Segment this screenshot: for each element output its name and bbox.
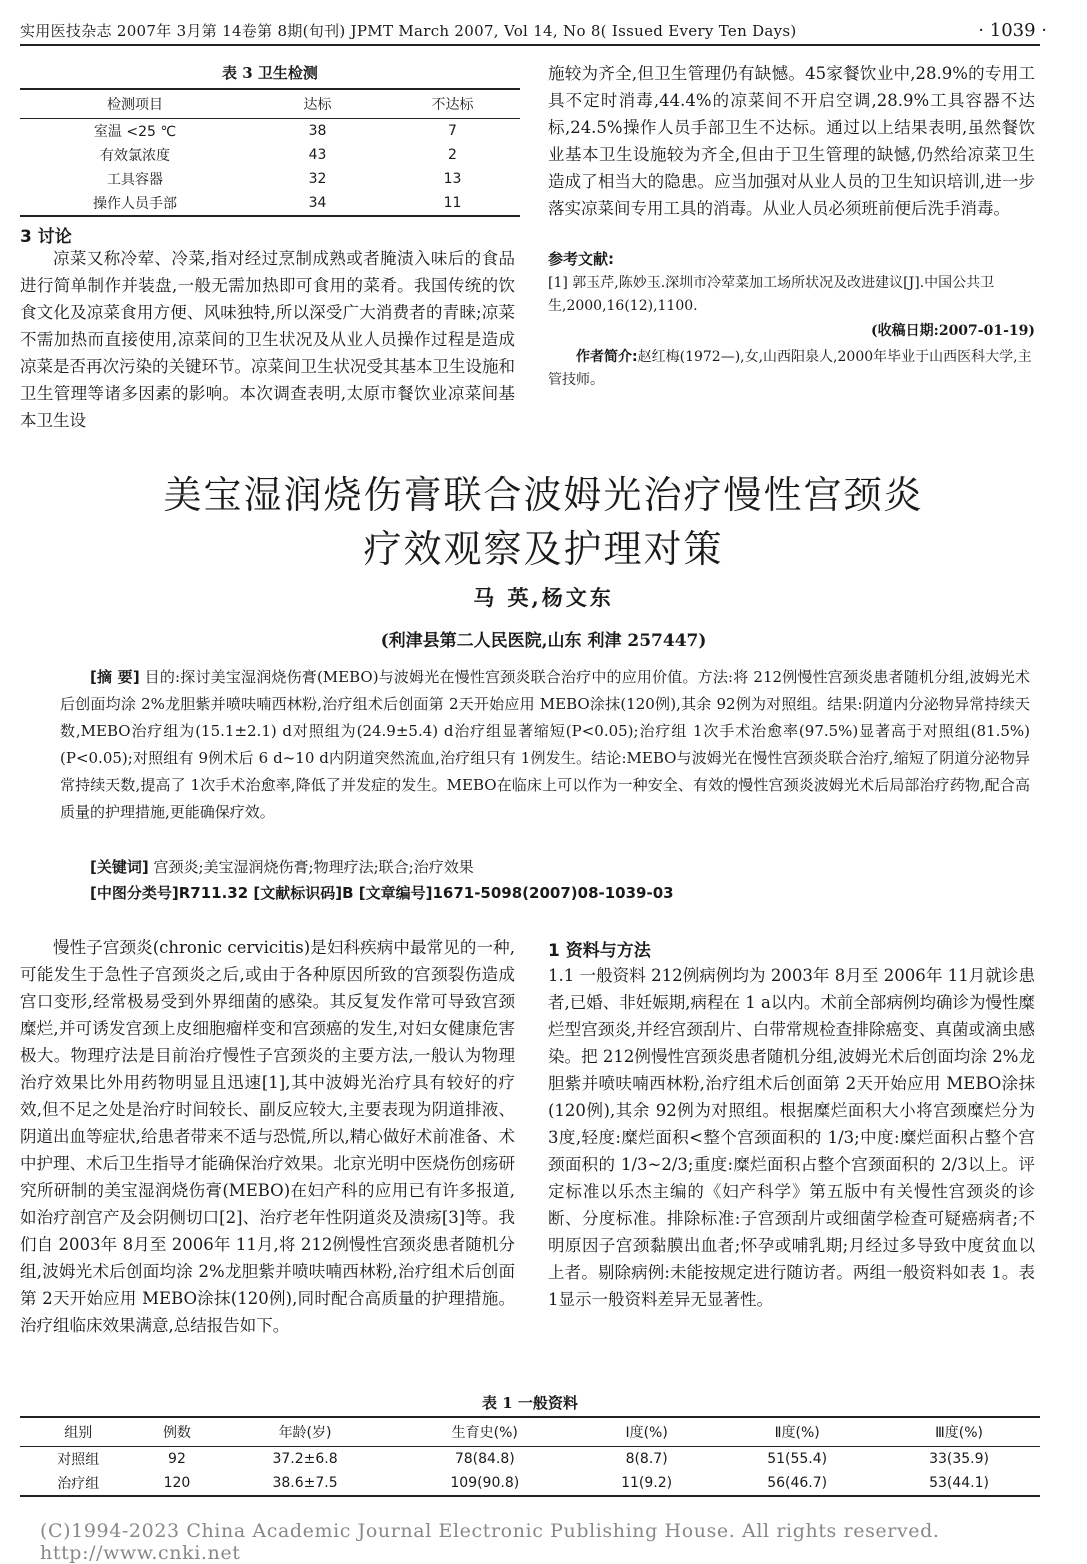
table1-header: 组别 <box>20 1417 136 1447</box>
table-cell: 109(90.8) <box>393 1471 577 1496</box>
table-cell: 室温 <25 ℃ <box>93 124 177 140</box>
author-bio <box>548 346 1035 392</box>
table-cell: 13 <box>443 171 462 187</box>
table1 <box>20 1416 1040 1497</box>
abstract <box>60 664 1030 826</box>
table3 <box>20 88 520 217</box>
table-cell: 11 <box>385 191 520 216</box>
table-row <box>20 191 520 216</box>
table1-header: 例数 <box>136 1417 217 1447</box>
table-cell: 38 <box>308 123 327 139</box>
keywords <box>60 854 1030 881</box>
table-cell: 2 <box>448 147 457 163</box>
table-cell: 7 <box>448 123 457 139</box>
methods-text <box>548 962 1035 1313</box>
table-cell: 治疗组 <box>20 1471 136 1496</box>
table3-header: 达标 <box>250 89 385 119</box>
table-cell: 11(9.2) <box>577 1471 716 1496</box>
table-cell: 78(84.8) <box>454 1451 515 1467</box>
table-cell: 37.2±6.8 <box>272 1451 338 1467</box>
table1-header: Ⅲ度(%) <box>878 1417 1040 1447</box>
author-bio-text: 赵红梅(1972—),女,山西阳泉人,2000年毕业于山西医科大学,主管技师。 <box>548 349 1032 388</box>
table-row <box>20 143 520 167</box>
copyright-footer: (C)1994-2023 China Academic Journal Electronic Publishing House. All rights reserved. http://www.cnki.net <box>40 1520 940 1564</box>
table1-header: 年龄(岁) <box>217 1417 392 1447</box>
table-cell: 工具容器 <box>107 172 163 188</box>
reference-item: [1] 郭玉芹,陈妙玉.深圳市冷荤菜加工场所状况及改进建议[J].中国公共卫生,2000,16(12),1100. <box>548 275 995 314</box>
keywords-text: 宫颈炎;美宝湿润烧伤膏;物理疗法;联合;治疗效果 <box>153 858 474 876</box>
abstract-label: [摘 要] <box>90 668 140 686</box>
intro-paragraph: 慢性子宫颈炎(chronic cervicitis)是妇科疾病中最常见的一种,可能发生于急性子宫颈炎之后,或由于各种原因所致的宫颈裂伤造成宫口变形,经常极易受到外界细菌的感染。其反复发作常可导致宫颈糜烂,并可诱发宫颈上皮细胞瘤样变和宫颈癌的发生,对妇女健康危害极大。物理疗法是目前治疗慢性子宫颈炎的主要方法,一般认为物理治疗效果比外用药物明显且迅速[1],其中波姆光治疗具有较好的疗效,但不足之处是治疗时间较长、副反应较大,主要表现为阴道排液、阴道出血等症状,给患者带来不适与恐慌,所以,精心做好术前准备、术中护理、术后卫生指导才能确保治疗效果。北京光明中医烧伤创疡研究所研制的美宝湿润烧伤膏(MEBO)在妇产科的应用已有许多报道,如治疗剖宫产及会阴侧切口[2]、治疗老年性阴道炎及溃疡[3]等。我们自 2003年 8月至 2006年 11月,将 212例慢性宫颈炎患者随机分组,波姆光术后创面均涂 2%龙胆紫并喷呋喃西林粉,治疗组术后创面第 2天开始应用 MEBO涂抹(120例),同时配合高质量的护理措施。治疗组临床效果满意,总结报告如下。 <box>20 938 515 1335</box>
table-cell: 53(44.1) <box>878 1471 1040 1496</box>
table-cell: 有效氯浓度 <box>100 148 170 164</box>
article-title-line2: 疗效观察及护理对策 <box>363 527 724 571</box>
table1-header: Ⅰ度(%) <box>577 1417 716 1447</box>
running-header: 实用医技杂志 2007年 3月第 14卷第 8期(旬刊) JPMT March 2007, Vol 14, No 8( Issued Every Ten Days) <box>20 22 797 40</box>
table-cell: 对照组 <box>57 1452 100 1468</box>
table-cell: 34 <box>250 191 385 216</box>
discussion-continued <box>548 60 1035 222</box>
keywords-label: [关键词] <box>90 858 149 876</box>
page-number: · 1039 · <box>978 20 1047 41</box>
intro-text <box>20 934 515 1339</box>
discussion-text <box>20 245 515 434</box>
classification-line: [中图分类号]R711.32 [文献标识码]B [文章编号]1671-5098(2007)08-1039-03 <box>90 884 674 902</box>
table1-header: 生育史(%) <box>393 1417 577 1447</box>
table-cell: 33(35.9) <box>929 1451 990 1467</box>
received-date: (收稿日期:2007-01-19) <box>871 323 1035 339</box>
table-cell: 操作人员手部 <box>20 191 250 216</box>
discussion-continued-paragraph: 施较为齐全,但卫生管理仍有缺憾。45家餐饮业中,28.9%的专用工具不定时消毒,44.4%的凉菜间不开启空调,28.9%工具容器不达标,24.5%操作人员手部卫生不达标。通过以上结果表明,虽然餐饮业基本卫生设施较为齐全,但由于卫生管理的缺憾,仍然给凉菜卫生造成了相当大的隐患。应当加强对从业人员的卫生知识培训,进一步落实凉菜间专用工具的消毒。从业人员必须班前便后洗手消毒。 <box>548 64 1036 218</box>
table-row <box>20 119 520 144</box>
table-cell: 92 <box>168 1451 186 1467</box>
table-row <box>20 167 520 191</box>
table-cell: 38.6±7.5 <box>217 1471 392 1496</box>
table-cell: 32 <box>308 171 327 187</box>
author-bio-label: 作者简介: <box>576 349 638 365</box>
table1-header: Ⅱ度(%) <box>716 1417 878 1447</box>
discussion-heading: 3 讨论 <box>20 227 72 247</box>
table-cell: 43 <box>308 147 327 163</box>
table-cell: 120 <box>136 1471 217 1496</box>
methods-heading: 1 资料与方法 <box>548 941 651 961</box>
article-title-line1: 美宝湿润烧伤膏联合波姆光治疗慢性宫颈炎 <box>163 473 924 517</box>
table1-caption: 表 1 一般资料 <box>482 1394 578 1412</box>
abstract-text: 目的:探讨美宝湿润烧伤膏(MEBO)与波姆光在慢性宫颈炎联合治疗中的应用价值。方法:将 212例慢性宫颈炎患者随机分组,波姆光术后创面均涂 2%龙胆紫并喷呋喃西林粉,治疗组术后创面第 2天开始应用 MEBO涂抹(120例),其余 92例为对照组。结果:阴道内分泌物异常持续天数,MEBO治疗组为(15.1±2.1) d对照组为(24.9±5.4) d治疗组显著缩短(P<0.05);治疗组 1次手术治愈率(97.5%)显著高于对照组(81.5%)(P<0.05);对照组有 9例术后 6 d~10 d内阴道突然流血,治疗组只有 1例发生。结论:MEBO与波姆光在慢性宫颈炎联合治疗,缩短了阴道分泌物异常持续天数,提高了 1次手术治愈率,降低了并发症的发生。MEBO在临床上可以作为一种安全、有效的慢性宫颈炎波姆光术后局部治疗药物,配合高质量的护理措施,更能确保疗效。 <box>60 668 1030 821</box>
references-heading: 参考文献: <box>548 250 614 268</box>
table-row <box>20 1447 1040 1472</box>
table3-header: 检测项目 <box>20 89 250 119</box>
header-rule <box>20 44 1040 46</box>
table3-caption: 表 3 卫生检测 <box>222 64 318 82</box>
table3-header: 不达标 <box>385 89 520 119</box>
article-affiliation: (利津县第二人民医院,山东 利津 257447) <box>380 631 707 651</box>
discussion-paragraph: 凉菜又称冷荤、冷菜,指对经过烹制成熟或者腌渍入味后的食品进行简单制作并装盘,一般无需加热即可食用的菜肴。我国传统的饮食文化及凉菜食用方便、风味独特,所以深受广大消费者的青睐;凉菜不需加热而直接使用,凉菜间的卫生状况及从业人员操作过程是造成凉菜是否再次污染的关键环节。凉菜间卫生状况受其基本卫生设施和卫生管理等诸多因素的影响。本次调查表明,太原市餐饮业凉菜间基本卫生设 <box>20 249 515 430</box>
methods-paragraph: 1.1 一般资料 212例病例均为 2003年 8月至 2006年 11月就诊患者,已婚、非妊娠期,病程在 1 a以内。术前全部病例均确诊为慢性糜烂型宫颈炎,并经宫颈刮片、白带常规检查排除癌变、真菌或滴虫感染。把 212例慢性宫颈炎患者随机分组,波姆光术后创面均涂 2%龙胆紫并喷呋喃西林粉,治疗组术后创面第 2天开始应用 MEBO涂抹(120例),其余 92例为对照组。根据糜烂面积大小将宫颈糜烂分为 3度,轻度:糜烂面积<整个宫颈面积的 1/3;中度:糜烂面积占整个宫颈面积的 1/3~2/3;重度:糜烂面积占整个宫颈面积的 2/3以上。评定标准以乐杰主编的《妇产科学》第五版中有关慢性宫颈炎的诊断、分度标准。排除标准:子宫颈刮片或细菌学检查可疑癌病者;不明原因子宫颈黏膜出血者;怀孕或哺乳期;月经过多导致中度贫血以上者。剔除病例:未能按规定进行随访者。两组一般资料如表 1。表 1显示一般资料差异无显著性。 <box>548 966 1035 1309</box>
table-cell: 51(55.4) <box>767 1451 828 1467</box>
article-authors: 马 英,杨文东 <box>473 585 614 610</box>
table-row <box>20 1471 1040 1496</box>
table-cell: 8(8.7) <box>625 1451 668 1467</box>
table-cell: 56(46.7) <box>716 1471 878 1496</box>
